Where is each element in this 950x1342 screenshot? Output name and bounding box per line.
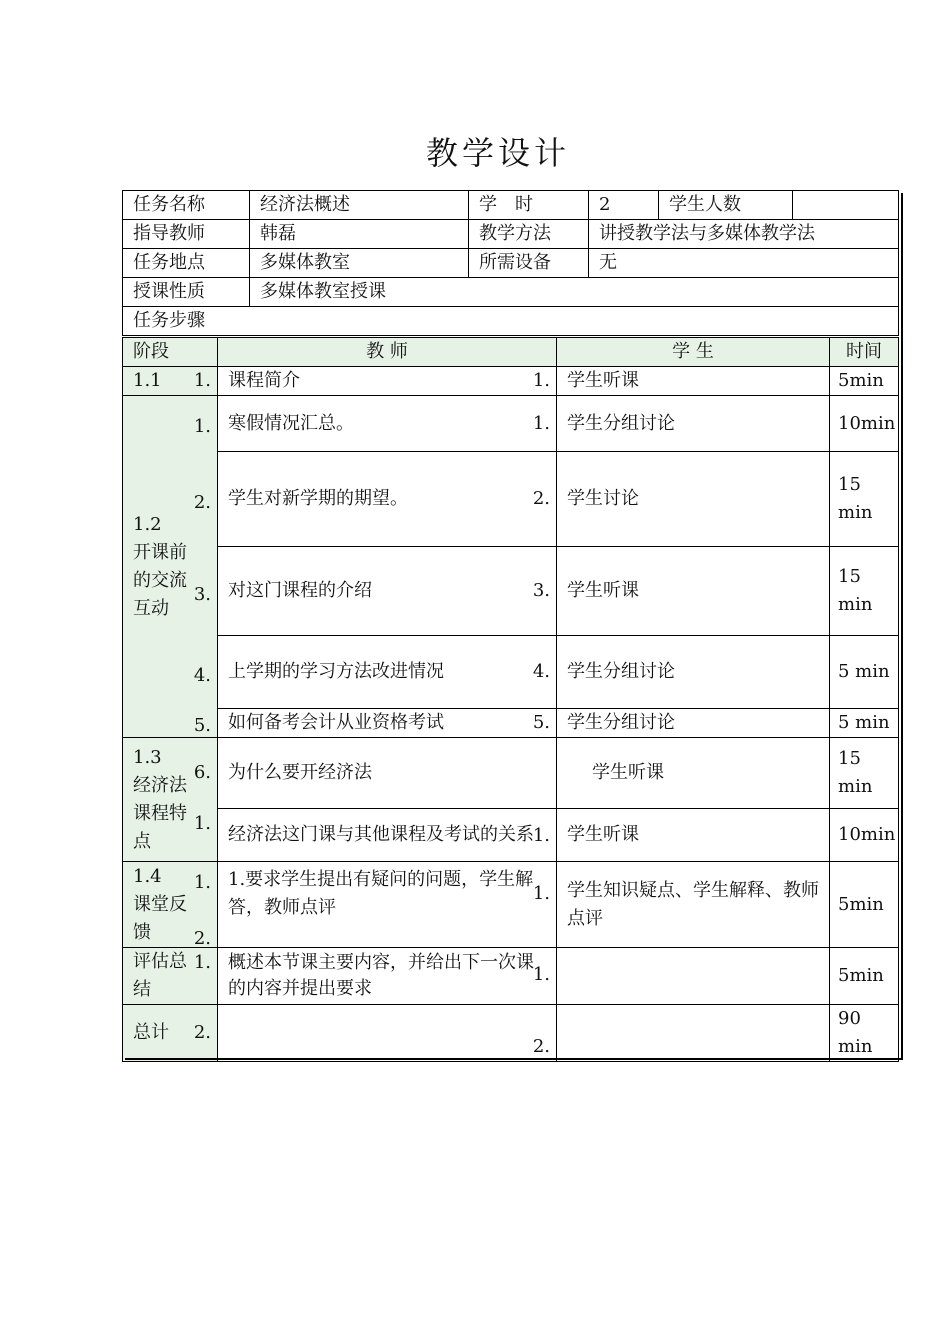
teacher-label: 指导教师 bbox=[123, 220, 250, 249]
teacher-value: 韩磊 bbox=[250, 220, 469, 249]
equipment-value: 无 bbox=[589, 249, 899, 278]
time-cell: 5 min bbox=[830, 709, 899, 738]
teacher-index: 6. bbox=[193, 762, 211, 783]
info-row-1 bbox=[123, 191, 899, 220]
time-cell: 10min bbox=[830, 396, 899, 452]
student-cell bbox=[557, 1005, 830, 1062]
table-row bbox=[123, 367, 899, 396]
student-index: 3. bbox=[532, 580, 550, 601]
stage-cell-1-3 bbox=[123, 738, 218, 862]
table-row bbox=[123, 636, 899, 709]
stage-number: 1.3 bbox=[133, 746, 162, 768]
time-cell: 5min bbox=[830, 367, 899, 396]
nature-label: 授课性质 bbox=[123, 278, 250, 307]
teacher-index: 3. bbox=[193, 584, 211, 605]
table-row bbox=[123, 452, 899, 547]
stage-cell bbox=[123, 367, 218, 396]
equipment-label: 所需设备 bbox=[469, 249, 589, 278]
teacher-index: 2. bbox=[193, 928, 211, 948]
stage-cell-1-4 bbox=[123, 862, 218, 948]
method-value: 讲授教学法与多媒体教学法 bbox=[589, 220, 899, 249]
place-label: 任务地点 bbox=[123, 249, 250, 278]
info-row-3 bbox=[123, 249, 899, 278]
teacher-cell bbox=[218, 809, 557, 862]
student-cell: 学生听课 bbox=[557, 367, 830, 396]
teacher-cell bbox=[218, 636, 557, 709]
header-stage: 阶段 bbox=[123, 338, 218, 367]
time-cell: 15 min bbox=[830, 547, 899, 636]
table-row bbox=[123, 948, 899, 1005]
student-cell: 学生分组讨论 bbox=[557, 396, 830, 452]
steps-label: 任务步骤 bbox=[123, 307, 899, 336]
teacher-cell: 为什么要开经济法 bbox=[218, 738, 557, 809]
header-teacher: 教 师 bbox=[218, 338, 557, 367]
teacher-index: 1. bbox=[193, 370, 211, 391]
stage-name: 评估总结 bbox=[133, 951, 187, 1000]
task-name-value: 经济法概述 bbox=[250, 191, 469, 220]
student-index: 5. bbox=[532, 712, 550, 733]
student-cell: 学生听课 bbox=[557, 809, 830, 862]
teacher-cell bbox=[218, 862, 557, 948]
teacher-index: 2. bbox=[193, 1022, 211, 1043]
student-cell: 学生讨论 bbox=[557, 452, 830, 547]
student-cell: 学生知识疑点、学生解释、教师点评 bbox=[557, 862, 830, 948]
teacher-cell bbox=[218, 396, 557, 452]
info-row-4 bbox=[123, 278, 899, 307]
time-cell: 10min bbox=[830, 809, 899, 862]
stage-cell-summary bbox=[123, 948, 218, 1005]
teacher-activity: 概述本节课主要内容，并给出下一次课的内容并提出要求 bbox=[228, 952, 534, 999]
main-table bbox=[122, 190, 899, 336]
stage-number: 1.1 bbox=[133, 370, 162, 391]
student-cell bbox=[557, 948, 830, 1005]
student-index: 1. bbox=[532, 964, 550, 985]
student-index: 1. bbox=[532, 825, 550, 846]
student-cell: 学生分组讨论 bbox=[557, 636, 830, 709]
table-row bbox=[123, 809, 899, 862]
place-value: 多媒体教室 bbox=[250, 249, 469, 278]
table-row bbox=[123, 1005, 899, 1062]
student-cell: 学生分组讨论 bbox=[557, 709, 830, 738]
steps-table bbox=[122, 337, 899, 1062]
teacher-cell bbox=[218, 367, 557, 396]
teacher-activity: 课程简介 bbox=[228, 370, 300, 391]
time-cell: 15 min bbox=[830, 452, 899, 547]
teacher-index: 1. bbox=[193, 813, 211, 834]
teacher-activity: 上学期的学习方法改进情况 bbox=[228, 661, 444, 682]
page-title: 教学设计 bbox=[425, 134, 570, 172]
teacher-index: 1. bbox=[193, 872, 211, 893]
header-row bbox=[123, 338, 899, 367]
stage-number: 1.4 bbox=[133, 865, 162, 887]
teacher-activity: 经济法这门课与其他课程及考试的关系 bbox=[228, 824, 534, 845]
info-row-2 bbox=[123, 220, 899, 249]
stage-name: 课堂反馈 bbox=[133, 893, 187, 943]
header-time: 时间 bbox=[830, 338, 899, 367]
stage-number: 1.2 bbox=[133, 513, 162, 535]
teacher-index: 4. bbox=[193, 665, 211, 686]
student-index: 2. bbox=[532, 488, 550, 509]
teacher-activity: 寒假情况汇总。 bbox=[228, 412, 354, 434]
nature-value: 多媒体教室授课 bbox=[250, 278, 899, 307]
teacher-cell bbox=[218, 1005, 557, 1062]
student-index: 2. bbox=[532, 1036, 550, 1057]
student-index: 1. bbox=[532, 370, 550, 391]
steps-row bbox=[123, 307, 899, 336]
teacher-activity: 1.要求学生提出有疑问的问题，学生解答，教师点评 bbox=[228, 869, 534, 918]
lesson-plan-table bbox=[122, 190, 901, 1058]
time-cell: 15 min bbox=[830, 738, 899, 809]
table-row bbox=[123, 396, 899, 452]
teacher-cell bbox=[218, 948, 557, 1005]
student-index: 1. bbox=[532, 412, 550, 434]
stage-name: 经济法课程特点 bbox=[133, 774, 187, 852]
task-name-label: 任务名称 bbox=[123, 191, 250, 220]
teacher-activity: 如何备考会计从业资格考试 bbox=[228, 712, 444, 733]
time-cell: 5min bbox=[830, 862, 899, 948]
stage-cell-1-2 bbox=[123, 396, 218, 738]
hours-label: 学 时 bbox=[469, 191, 589, 220]
teacher-cell bbox=[218, 709, 557, 738]
time-cell: 5 min bbox=[830, 636, 899, 709]
students-label: 学生人数 bbox=[659, 191, 793, 220]
student-cell: 学生听课 bbox=[557, 738, 830, 809]
method-label: 教学方法 bbox=[469, 220, 589, 249]
table-row bbox=[123, 862, 899, 948]
teacher-cell bbox=[218, 547, 557, 636]
teacher-index: 2. bbox=[193, 492, 211, 513]
student-cell: 学生听课 bbox=[557, 547, 830, 636]
student-index: 1. bbox=[532, 883, 550, 904]
table-row bbox=[123, 738, 899, 809]
time-cell: 90 min bbox=[830, 1005, 899, 1062]
student-index: 4. bbox=[532, 661, 550, 682]
header-student: 学 生 bbox=[557, 338, 830, 367]
teacher-index: 1. bbox=[193, 416, 211, 437]
students-value bbox=[793, 191, 899, 220]
table-row bbox=[123, 709, 899, 738]
teacher-index: 5. bbox=[193, 715, 211, 736]
teacher-index: 1. bbox=[193, 952, 211, 973]
time-cell: 5min bbox=[830, 948, 899, 1005]
hours-value: 2 bbox=[589, 191, 659, 220]
stage-name: 总计 bbox=[133, 1022, 169, 1043]
teacher-activity: 对这门课程的介绍 bbox=[228, 580, 372, 601]
table-row bbox=[123, 547, 899, 636]
teacher-cell bbox=[218, 452, 557, 547]
stage-cell-total bbox=[123, 1005, 218, 1062]
stage-name: 开课前的交流互动 bbox=[133, 541, 187, 619]
teacher-activity: 学生对新学期的期望。 bbox=[228, 488, 408, 509]
